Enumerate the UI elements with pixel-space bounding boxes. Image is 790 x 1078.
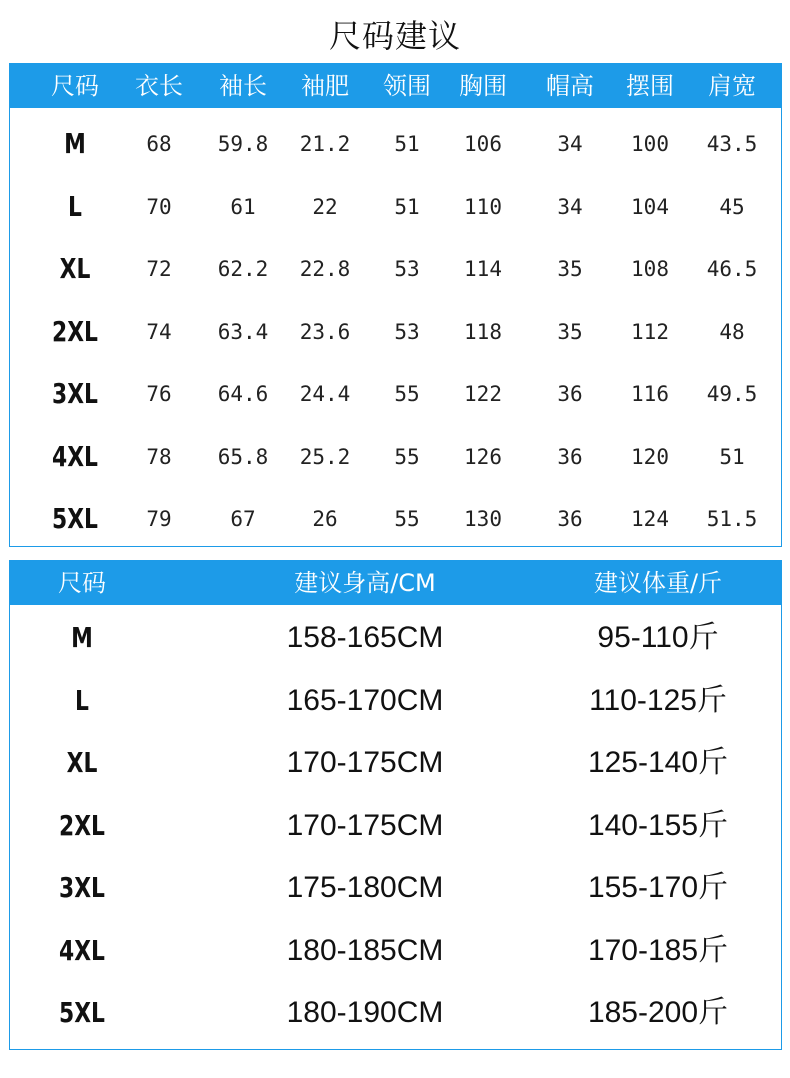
measurement-value: 26 xyxy=(312,507,338,531)
measurement-value: 63.4 xyxy=(217,319,269,344)
measurement-value: 51 xyxy=(394,194,420,219)
size-label: 3XL xyxy=(52,377,98,410)
measurement-header-cell: 领围 xyxy=(383,72,431,100)
measurement-value: 68 xyxy=(146,132,172,156)
measurement-header-cell: 袖长 xyxy=(219,72,267,100)
measurement-header-cell: 袖肥 xyxy=(301,72,349,100)
measurement-value: 45 xyxy=(719,194,745,219)
size-label: 3XL xyxy=(59,871,105,904)
weight-range: 110-125斤 xyxy=(589,683,727,717)
size-label: 2XL xyxy=(59,808,105,842)
measurement-value: 35 xyxy=(557,257,583,281)
size-label: L xyxy=(75,683,89,717)
measurement-header-cell: 衣长 xyxy=(135,72,183,100)
measurement-value: 116 xyxy=(631,382,669,406)
measurement-value: 76 xyxy=(146,382,172,406)
page-title: 尺码建议 xyxy=(328,17,461,55)
measurement-value: 55 xyxy=(394,507,420,531)
measurement-table-header xyxy=(10,64,781,108)
measurement-value: 120 xyxy=(631,444,669,469)
measurement-header-cell: 胸围 xyxy=(459,72,507,100)
size-label: 4XL xyxy=(59,933,105,967)
measurement-header-cell: 尺码 xyxy=(51,72,99,100)
measurement-value: 78 xyxy=(146,444,172,469)
measurement-value: 53 xyxy=(394,257,420,281)
weight-range: 140-155斤 xyxy=(587,808,729,842)
measurement-value: 34 xyxy=(557,194,583,219)
measurement-value: 65.8 xyxy=(217,444,269,469)
measurement-value: 126 xyxy=(464,444,502,469)
measurement-value: 21.2 xyxy=(299,132,351,156)
height-range: 165-170CM xyxy=(286,683,444,717)
size-label: M xyxy=(64,127,86,160)
recommendation-header-cell: 尺码 xyxy=(58,569,106,597)
height-range: 175-180CM xyxy=(286,871,444,904)
measurement-header-cell: 摆围 xyxy=(626,72,674,100)
height-range: 170-175CM xyxy=(286,746,444,779)
measurement-value: 34 xyxy=(557,132,583,156)
measurement-value: 53 xyxy=(394,319,420,344)
recommendation-header-cell: 建议身高/CM xyxy=(294,569,436,597)
weight-range: 95-110斤 xyxy=(597,621,719,654)
measurement-value: 122 xyxy=(464,382,502,406)
measurement-value: 74 xyxy=(146,319,172,344)
measurement-value: 36 xyxy=(557,507,583,531)
measurement-value: 46.5 xyxy=(706,257,758,281)
measurement-value: 51.5 xyxy=(706,507,758,531)
measurement-table xyxy=(9,63,782,547)
measurement-value: 55 xyxy=(394,382,420,406)
size-label: 5XL xyxy=(52,502,98,535)
height-range: 180-190CM xyxy=(286,996,444,1029)
measurement-value: 104 xyxy=(631,194,669,219)
measurement-value: 49.5 xyxy=(706,382,758,406)
measurement-value: 100 xyxy=(631,132,669,156)
size-label: XL xyxy=(66,746,98,779)
weight-range: 185-200斤 xyxy=(587,996,729,1029)
measurement-value: 35 xyxy=(557,319,583,344)
height-range: 158-165CM xyxy=(286,621,444,654)
measurement-value: 108 xyxy=(631,257,669,281)
measurement-value: 22 xyxy=(312,194,338,219)
measurement-value: 51 xyxy=(394,132,420,156)
size-label: XL xyxy=(59,252,91,285)
measurement-value: 112 xyxy=(631,319,669,344)
recommendation-header-cell: 建议体重/斤 xyxy=(593,569,723,597)
measurement-value: 36 xyxy=(557,382,583,406)
measurement-value: 70 xyxy=(146,194,172,219)
measurement-value: 25.2 xyxy=(299,444,351,469)
measurement-value: 48 xyxy=(719,319,745,344)
measurement-value: 22.8 xyxy=(299,257,351,281)
measurement-value: 79 xyxy=(146,507,172,531)
height-range: 170-175CM xyxy=(286,808,444,842)
measurement-value: 114 xyxy=(464,257,502,281)
measurement-value: 36 xyxy=(557,444,583,469)
measurement-value: 61 xyxy=(230,194,256,219)
measurement-value: 59.8 xyxy=(217,132,269,156)
recommendation-table-header xyxy=(10,561,781,605)
measurement-value: 110 xyxy=(464,194,502,219)
measurement-value: 118 xyxy=(464,319,502,344)
measurement-value: 72 xyxy=(146,257,172,281)
measurement-value: 106 xyxy=(464,132,502,156)
size-label: 5XL xyxy=(59,996,105,1029)
measurement-value: 64.6 xyxy=(217,382,269,406)
weight-range: 170-185斤 xyxy=(587,933,729,967)
size-label: L xyxy=(68,189,82,223)
recommendation-table xyxy=(9,560,782,1050)
measurement-value: 23.6 xyxy=(299,319,351,344)
size-label: 4XL xyxy=(52,439,98,473)
measurement-value: 130 xyxy=(464,507,502,531)
height-range: 180-185CM xyxy=(286,933,444,967)
measurement-value: 51 xyxy=(719,444,745,469)
measurement-value: 67 xyxy=(230,507,256,531)
measurement-header-cell: 帽高 xyxy=(546,72,594,100)
weight-range: 125-140斤 xyxy=(587,746,729,779)
measurement-value: 124 xyxy=(631,507,669,531)
measurement-value: 55 xyxy=(394,444,420,469)
measurement-header-cell: 肩宽 xyxy=(708,72,756,100)
size-label: 2XL xyxy=(52,314,98,348)
weight-range: 155-170斤 xyxy=(587,871,729,904)
measurement-value: 62.2 xyxy=(217,257,269,281)
measurement-value: 24.4 xyxy=(299,382,351,406)
measurement-value: 43.5 xyxy=(706,132,758,156)
size-label: M xyxy=(71,621,93,654)
